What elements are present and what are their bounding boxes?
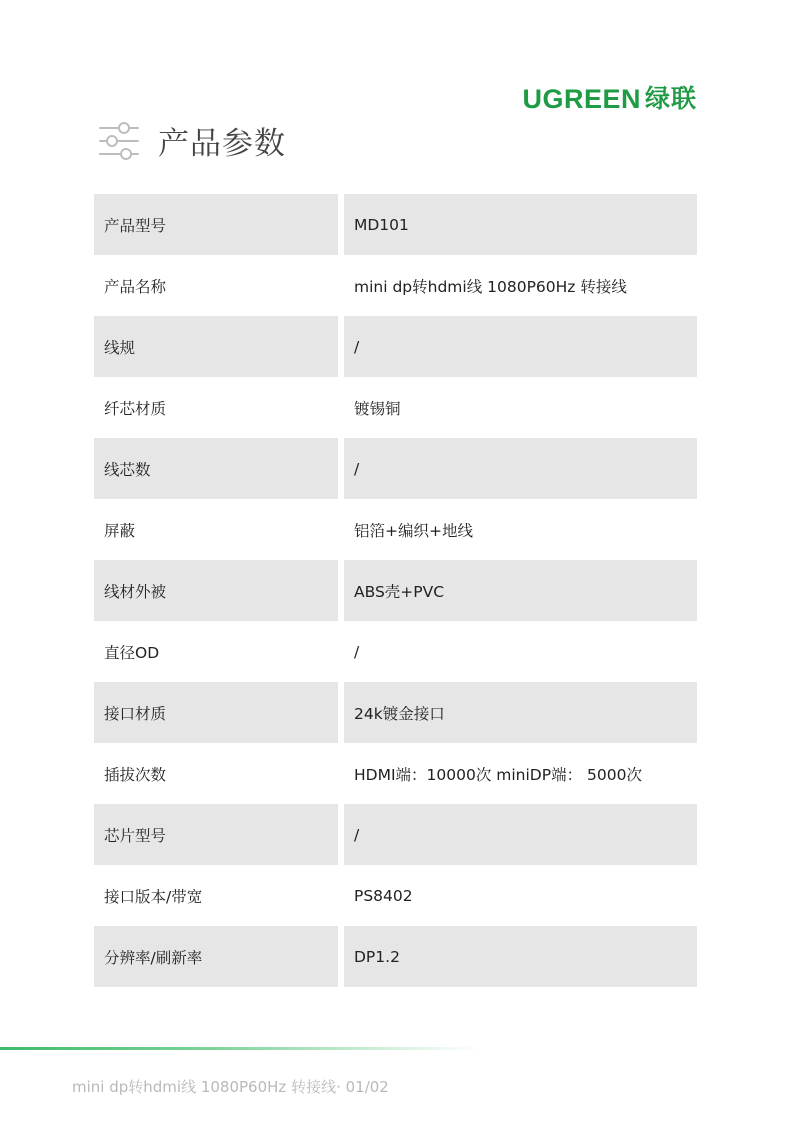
spec-value: HDMI端：10000次 miniDP端： 5000次 [341,743,697,804]
spec-value: mini dp转hdmi线 1080P60Hz 转接线 [341,255,697,316]
spec-row [94,743,697,804]
spec-row [94,621,697,682]
spec-label: 线芯数 [94,438,341,499]
spec-row [94,865,697,926]
spec-table [94,194,697,987]
spec-row [94,377,697,438]
spec-value: ABS壳+PVC [341,560,697,621]
page-title: 产品参数 [158,126,286,162]
spec-row [94,560,697,621]
spec-value: PS8402 [341,865,697,926]
spec-label: 插拔次数 [94,743,341,804]
footer-text: mini dp转hdmi线 1080P60Hz 转接线· 01/02 [72,1078,389,1096]
spec-value: / [341,438,697,499]
brand-logo-en: UGREEN [522,84,641,114]
spec-label: 线规 [94,316,341,377]
spec-label: 直径OD [94,621,341,682]
spec-label: 产品型号 [94,194,341,255]
spec-value: / [341,316,697,377]
brand-logo [522,84,697,114]
spec-row [94,255,697,316]
spec-label: 线材外被 [94,560,341,621]
section-header [98,118,286,163]
spec-label: 产品名称 [94,255,341,316]
spec-label: 芯片型号 [94,804,341,865]
footer-divider [0,1047,480,1050]
spec-row [94,438,697,499]
spec-row [94,804,697,865]
sliders-icon [98,121,140,161]
spec-value: 镀锡铜 [341,377,697,438]
spec-row [94,926,697,987]
spec-label: 接口版本/带宽 [94,865,341,926]
spec-label: 纤芯材质 [94,377,341,438]
brand-logo-cn: 绿联 [644,85,697,113]
spec-value: DP1.2 [341,926,697,987]
spec-value: 铝箔+编织+地线 [341,499,697,560]
spec-row [94,316,697,377]
spec-label: 分辨率/刷新率 [94,926,341,987]
spec-value: MD101 [341,194,697,255]
spec-row [94,499,697,560]
spec-row [94,194,697,255]
spec-label: 屏蔽 [94,499,341,560]
spec-value: 24k镀金接口 [341,682,697,743]
spec-value: / [341,621,697,682]
spec-label: 接口材质 [94,682,341,743]
spec-value: / [341,804,697,865]
spec-row [94,682,697,743]
